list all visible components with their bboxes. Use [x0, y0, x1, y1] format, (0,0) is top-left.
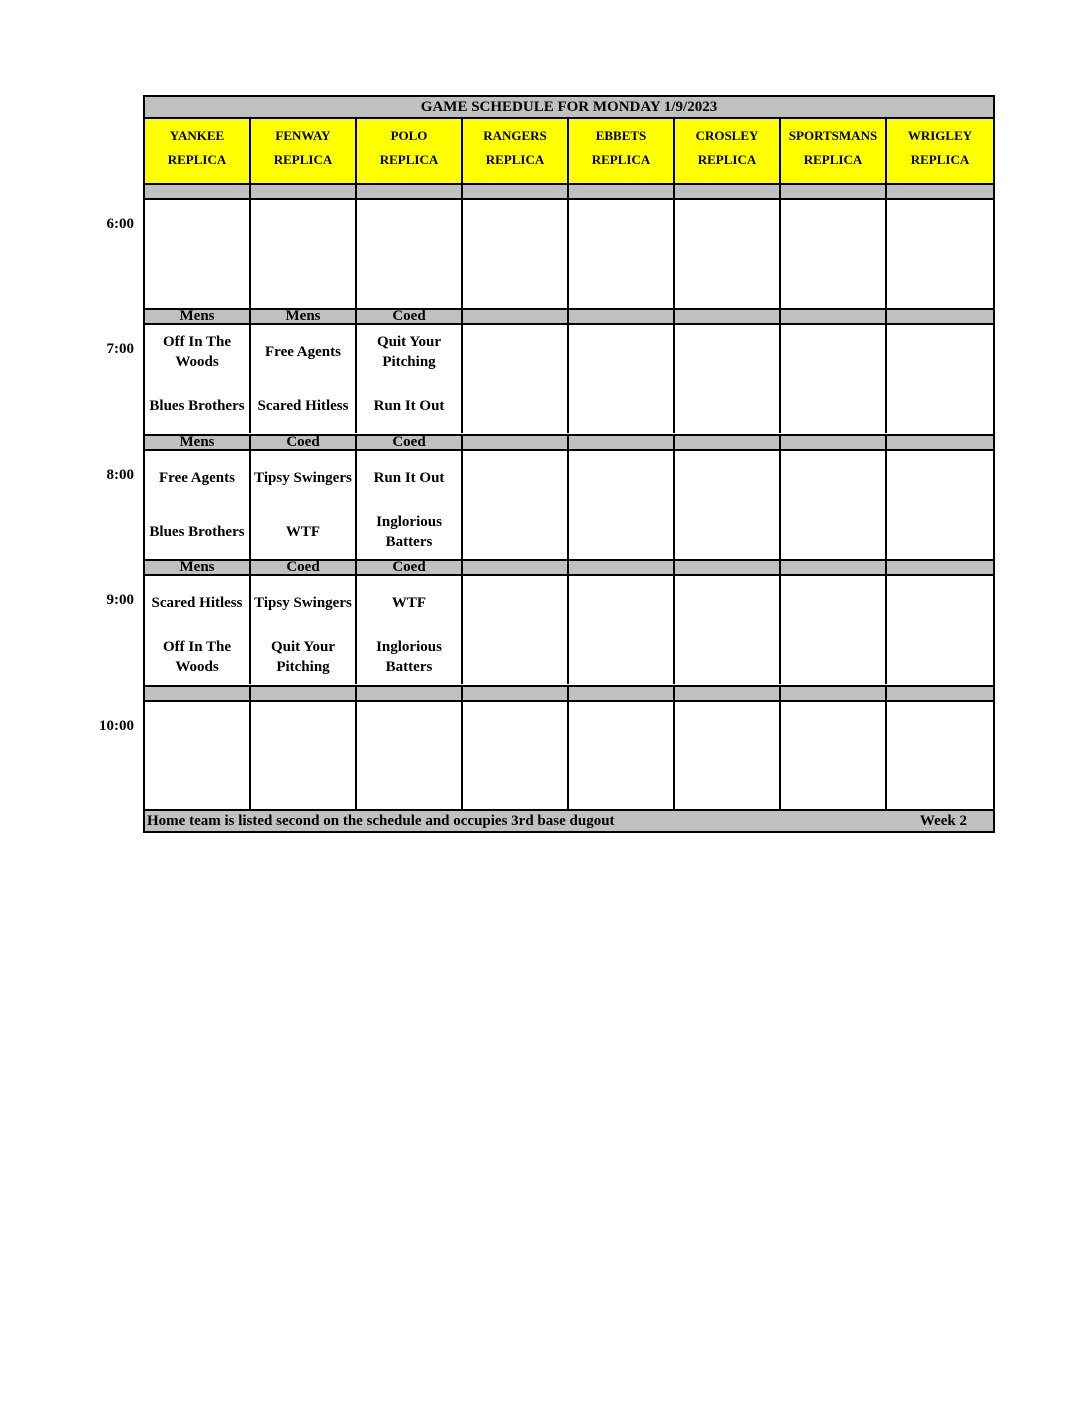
division-band	[145, 559, 993, 576]
division-label	[569, 310, 675, 323]
home-team-note: Home team is listed second on the schedule and occupies 3rd base dugout	[147, 813, 615, 829]
field-header	[145, 119, 251, 183]
home-team	[251, 762, 355, 804]
home-team	[569, 385, 673, 427]
away-team	[781, 206, 885, 248]
away-team	[675, 708, 779, 750]
division-band	[145, 434, 993, 451]
away-team	[251, 708, 355, 750]
division-label	[463, 436, 569, 449]
game-cell	[675, 576, 781, 684]
time-slot-label: 6:00	[106, 216, 134, 232]
division-label	[251, 687, 357, 700]
field-name: EBBETS	[595, 128, 647, 143]
home-team	[145, 260, 249, 302]
field-subtitle: REPLICA	[167, 152, 227, 167]
game-cell	[251, 325, 357, 433]
away-team	[569, 708, 673, 750]
away-team	[887, 206, 993, 248]
home-team	[887, 385, 993, 427]
game-cell	[463, 702, 569, 810]
division-label	[675, 687, 781, 700]
home-team	[887, 762, 993, 804]
home-team	[781, 260, 885, 302]
division-label: Coed	[357, 561, 463, 574]
home-team	[675, 260, 779, 302]
division-label	[781, 436, 887, 449]
field-name: SPORTSMANS	[788, 128, 878, 143]
game-cell	[463, 325, 569, 433]
home-team	[463, 762, 567, 804]
field-header	[463, 119, 569, 183]
home-team	[463, 385, 567, 427]
home-team	[357, 260, 461, 302]
field-header	[251, 119, 357, 183]
time-slot-label: 7:00	[106, 341, 134, 357]
field-subtitle: REPLICA	[379, 152, 439, 167]
division-label: Coed	[251, 436, 357, 449]
away-team: Off In The Woods	[162, 334, 232, 370]
away-team: Scared Hitless	[151, 595, 243, 611]
schedule-title: GAME SCHEDULE FOR MONDAY 1/9/2023	[145, 97, 993, 119]
field-header	[357, 119, 463, 183]
away-team: Run It Out	[373, 470, 445, 486]
field-name: YANKEE	[169, 128, 225, 143]
game-cell	[887, 325, 993, 433]
game-cell	[251, 451, 357, 559]
game-cell	[463, 576, 569, 684]
away-team	[463, 331, 567, 373]
division-label	[887, 436, 993, 449]
time-slot-label: 9:00	[106, 592, 134, 608]
away-team	[569, 457, 673, 499]
time-slot-label: 10:00	[99, 718, 134, 734]
home-team: Scared Hitless	[257, 398, 349, 414]
away-team	[463, 582, 567, 624]
field-subtitle: REPLICA	[803, 152, 863, 167]
field-subtitle: REPLICA	[591, 152, 651, 167]
away-team	[569, 331, 673, 373]
division-label	[463, 185, 569, 198]
division-label	[675, 561, 781, 574]
division-label	[463, 310, 569, 323]
away-team	[781, 582, 885, 624]
game-cell	[357, 200, 463, 308]
home-team	[887, 636, 993, 678]
away-team	[887, 457, 993, 499]
away-team	[781, 708, 885, 750]
division-label	[569, 687, 675, 700]
field-header	[887, 119, 993, 183]
game-cell	[569, 325, 675, 433]
home-team: WTF	[285, 524, 321, 540]
division-label	[887, 185, 993, 198]
away-team	[463, 457, 567, 499]
field-header	[781, 119, 887, 183]
away-team	[357, 708, 461, 750]
away-team	[569, 206, 673, 248]
division-band	[145, 308, 993, 325]
away-team	[675, 582, 779, 624]
game-cell	[357, 702, 463, 810]
game-cell	[463, 200, 569, 308]
game-cell	[251, 702, 357, 810]
division-label	[569, 436, 675, 449]
away-team: Free Agents	[265, 344, 341, 360]
game-cell	[781, 325, 887, 433]
division-label	[675, 436, 781, 449]
division-band	[145, 685, 993, 702]
game-cell	[357, 576, 463, 684]
field-name: CROSLEY	[695, 128, 759, 143]
game-cell	[145, 576, 251, 684]
schedule-table	[143, 95, 995, 833]
division-label	[887, 687, 993, 700]
division-label	[569, 561, 675, 574]
home-team: Inglorious Batters	[376, 514, 442, 550]
away-team: WTF	[391, 595, 427, 611]
schedule-footer	[145, 809, 993, 831]
game-cell	[675, 200, 781, 308]
game-cell	[781, 200, 887, 308]
home-team	[781, 511, 885, 553]
division-label	[675, 185, 781, 198]
home-team	[569, 636, 673, 678]
away-team	[675, 206, 779, 248]
away-team: Quit Your Pitching	[376, 334, 442, 370]
home-team	[675, 385, 779, 427]
game-cell	[569, 702, 675, 810]
game-cell	[887, 576, 993, 684]
game-cell	[251, 200, 357, 308]
away-team	[781, 331, 885, 373]
game-cell	[145, 200, 251, 308]
game-cell	[357, 325, 463, 433]
division-label	[781, 185, 887, 198]
division-band	[145, 183, 993, 200]
time-slot-label: 8:00	[106, 467, 134, 483]
home-team: Blues Brothers	[149, 524, 245, 540]
game-cell	[251, 576, 357, 684]
field-name: POLO	[390, 128, 428, 143]
division-label	[357, 185, 463, 198]
field-header	[569, 119, 675, 183]
division-label: Mens	[145, 310, 251, 323]
home-team	[569, 260, 673, 302]
home-team	[463, 260, 567, 302]
home-team	[145, 762, 249, 804]
game-cell	[463, 451, 569, 559]
home-team	[463, 636, 567, 678]
away-team	[887, 331, 993, 373]
away-team	[145, 708, 249, 750]
game-cell	[887, 200, 993, 308]
division-label: Coed	[357, 310, 463, 323]
game-cell	[675, 451, 781, 559]
away-team	[357, 206, 461, 248]
division-label: Mens	[145, 436, 251, 449]
away-team	[675, 457, 779, 499]
away-team: Free Agents	[159, 470, 235, 486]
division-label	[357, 687, 463, 700]
division-label: Mens	[145, 561, 251, 574]
field-name: RANGERS	[483, 128, 547, 143]
away-team	[675, 331, 779, 373]
division-label: Coed	[251, 561, 357, 574]
away-team	[887, 582, 993, 624]
game-cell	[675, 325, 781, 433]
division-label	[781, 561, 887, 574]
home-team	[463, 511, 567, 553]
division-label	[569, 185, 675, 198]
game-cell	[781, 702, 887, 810]
home-team: Quit Your Pitching	[270, 639, 336, 675]
home-team	[675, 511, 779, 553]
division-label: Mens	[251, 310, 357, 323]
home-team	[569, 762, 673, 804]
division-label	[675, 310, 781, 323]
away-team: Tipsy Swingers	[254, 595, 352, 611]
game-cell	[569, 576, 675, 684]
field-name: WRIGLEY	[907, 128, 973, 143]
home-team	[781, 762, 885, 804]
home-team	[251, 260, 355, 302]
division-label	[145, 185, 251, 198]
division-label	[781, 310, 887, 323]
game-cell	[887, 702, 993, 810]
game-cell	[145, 702, 251, 810]
division-label	[781, 687, 887, 700]
away-team: Tipsy Swingers	[254, 470, 352, 486]
game-cell	[675, 702, 781, 810]
division-label	[463, 687, 569, 700]
field-name: FENWAY	[275, 128, 331, 143]
home-team: Inglorious Batters	[376, 639, 442, 675]
field-subtitle: REPLICA	[910, 152, 970, 167]
game-cell	[569, 200, 675, 308]
game-cell	[569, 451, 675, 559]
field-subtitle: REPLICA	[273, 152, 333, 167]
home-team: Run It Out	[373, 398, 445, 414]
game-cell	[357, 451, 463, 559]
game-cell	[781, 451, 887, 559]
division-label	[463, 561, 569, 574]
field-header	[675, 119, 781, 183]
game-cell	[887, 451, 993, 559]
division-label	[887, 310, 993, 323]
home-team	[675, 762, 779, 804]
division-label: Coed	[357, 436, 463, 449]
home-team	[887, 511, 993, 553]
division-label	[145, 687, 251, 700]
home-team	[781, 636, 885, 678]
home-team: Blues Brothers	[149, 398, 245, 414]
away-team	[781, 457, 885, 499]
home-team	[569, 511, 673, 553]
home-team	[357, 762, 461, 804]
field-subtitle: REPLICA	[697, 152, 757, 167]
home-team	[781, 385, 885, 427]
away-team	[569, 582, 673, 624]
away-team	[251, 206, 355, 248]
away-team	[887, 708, 993, 750]
game-cell	[781, 576, 887, 684]
week-label: Week 2	[919, 813, 967, 829]
away-team	[145, 206, 249, 248]
home-team	[887, 260, 993, 302]
home-team	[675, 636, 779, 678]
game-cell	[145, 451, 251, 559]
away-team	[463, 708, 567, 750]
division-label	[251, 185, 357, 198]
home-team: Off In The Woods	[162, 639, 232, 675]
field-subtitle: REPLICA	[485, 152, 545, 167]
game-cell	[145, 325, 251, 433]
away-team	[463, 206, 567, 248]
division-label	[887, 561, 993, 574]
